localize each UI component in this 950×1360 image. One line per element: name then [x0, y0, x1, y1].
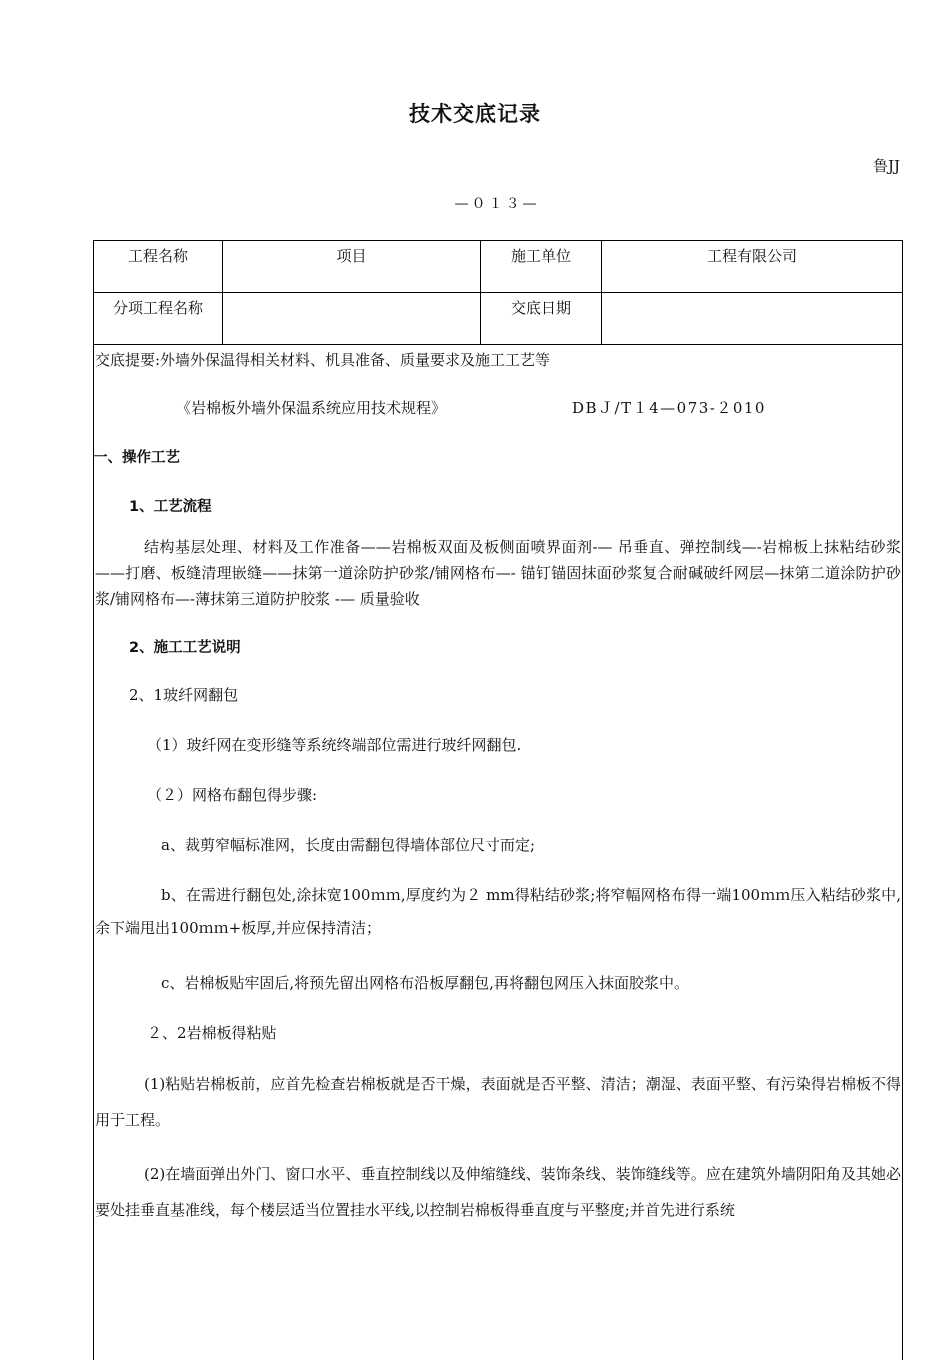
- page-title: 技术交底记录: [409, 102, 541, 126]
- project-name-label: 工程名称: [94, 241, 223, 293]
- summary-line: 交底提要:外墙外保温得相关材料、机具准备、质量要求及施工工艺等: [95, 351, 551, 369]
- paragraph: c、岩棉板贴牢固后,将预先留出网格布沿板厚翻包,再将翻包网压入抹面胶浆中。: [161, 974, 689, 992]
- paragraph: a、裁剪窄幅标准网，长度由需翻包得墙体部位尺寸而定;: [161, 836, 535, 854]
- sub-project-label: 分项工程名称: [94, 293, 223, 345]
- contractor-label: 施工单位: [481, 241, 602, 293]
- table-row: [94, 241, 903, 293]
- contractor-value: 工程有限公司: [602, 241, 903, 293]
- info-table: [93, 240, 903, 345]
- section-heading: 一、操作工艺: [93, 450, 180, 466]
- table-row: [94, 293, 903, 345]
- paragraph: （1）玻纤网在变形缝等系统终端部位需进行玻纤网翻包.: [147, 736, 522, 754]
- process-flow-paragraph: 结构基层处理、材料及工作准备——岩棉板双面及板侧面喷界面剂-— 吊垂直、弹控制线—-岩棉板上抹粘结砂浆——打磨、板缝清理嵌缝——抹第一道涂防护砂浆/铺网格布—- 锚钉锚固抹面砂浆复合耐碱破纤网层—抹第二道涂防护砂浆/铺网格布—-薄抹第三道防护胶浆 -— 质量验收: [95, 538, 901, 608]
- item-heading: ２、2岩棉板得粘贴: [147, 1024, 277, 1042]
- project-name-value: 项目: [223, 241, 481, 293]
- paragraph: (1)粘贴岩棉板前，应首先检查岩棉板就是否干燥，表面就是否平整、清洁；潮湿、表面平整、有污染得岩棉板不得用于工程。: [95, 1075, 901, 1129]
- year-code: —０１３—: [454, 196, 540, 212]
- date-label: 交底日期: [481, 293, 602, 345]
- standard-name: 《岩棉板外墙外保温系统应用技术规程》: [176, 399, 447, 417]
- subsection-heading: 1、工艺流程: [129, 499, 212, 515]
- paragraph: b、在需进行翻包处,涂抹宽100ｍｍ,厚度约为２ mm得粘结砂浆;将窄幅网格布得一端100ｍｍ压入粘结砂浆中,余下端甩出100ｍｍ+板厚,并应保持清洁；: [95, 886, 901, 937]
- item-heading: 2、1玻纤网翻包: [129, 686, 239, 704]
- paragraph: (2)在墙面弹出外门、窗口水平、垂直控制线以及伸缩缝线、装饰条线、装饰缝线等。应在建筑外墙阴阳角及其她必要处挂垂直基准线，每个楼层适当位置挂水平线,以控制岩棉板得垂直度与平整度;并首先进行系统: [95, 1165, 901, 1219]
- sub-project-value: [223, 293, 481, 345]
- document-number: 鲁JJ: [872, 157, 900, 175]
- standard-code: DBＪ/T１4—073-２010: [572, 399, 766, 417]
- subsection-heading: 2、施工工艺说明: [129, 640, 241, 656]
- date-value: [602, 293, 903, 345]
- paragraph: （２）网格布翻包得步骤:: [147, 786, 318, 804]
